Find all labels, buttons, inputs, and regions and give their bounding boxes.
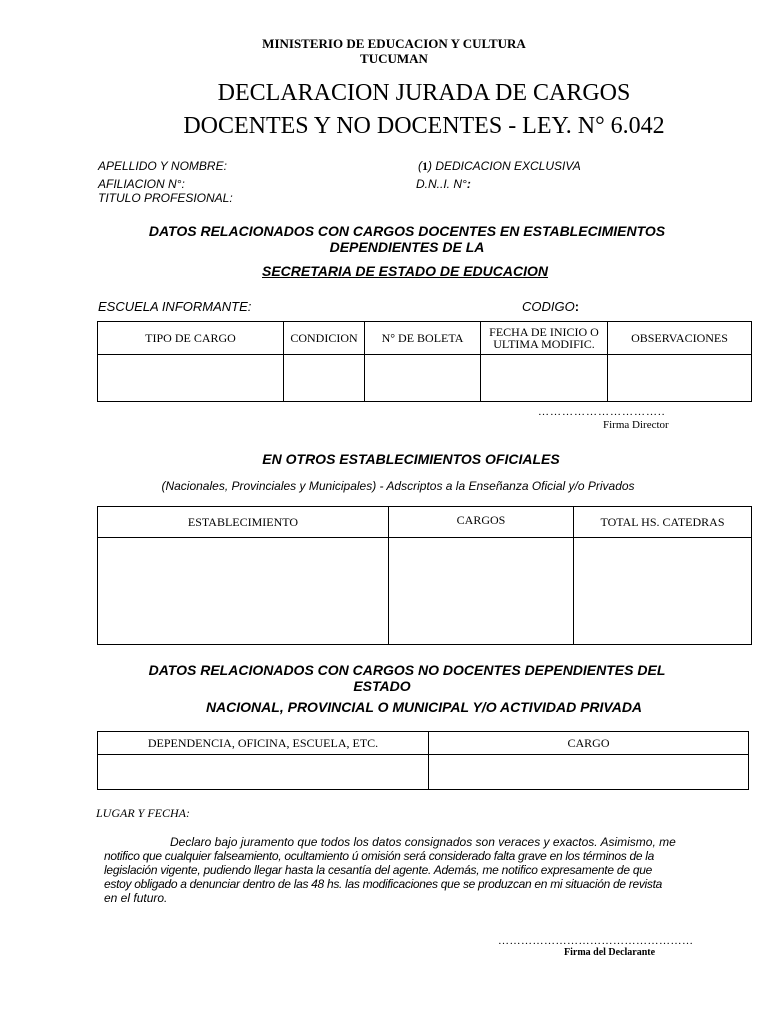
section1-heading-line2: DEPENDIENTES DE LA <box>329 239 485 255</box>
section2-note: (Nacionales, Provinciales y Municipales) - Adscriptos a la Enseñanza Oficial y/o Privados <box>161 479 635 493</box>
apellido-nombre-label: APELLIDO Y NOMBRE: <box>98 159 227 173</box>
section3-heading-line3: NACIONAL, PROVINCIAL O MUNICIPAL Y/O ACTIVIDAD PRIVADA <box>205 699 643 715</box>
dni-field <box>416 177 471 191</box>
numero-boleta-cell[interactable] <box>365 355 481 402</box>
declaration-line-4: estoy obligado a denunciar dentro de las 48 hs. las modificaciones que se produzcan en mi situación de revista <box>104 877 663 891</box>
dedicacion-note-number: 1 <box>422 159 428 173</box>
ministry-name: MINISTERIO DE EDUCACION Y CULTURA <box>262 36 526 51</box>
no-docentes-table-row <box>98 755 749 790</box>
col-dependencia: DEPENDENCIA, OFICINA, ESCUELA, ETC. <box>98 732 429 755</box>
col-cargo: CARGO <box>429 732 749 755</box>
declaration-line-1: Declaro bajo juramento que todos los datos consignados son veraces y exactos. Asimismo, me <box>170 835 676 849</box>
docentes-table-row <box>98 355 752 402</box>
tipo-de-cargo-cell[interactable] <box>98 355 284 402</box>
cargo-cell[interactable] <box>429 755 749 790</box>
declaration-line-2: notifico que cualquier falseamiento, ocultamiento ú omisión será considerado falta grave en los términos de la <box>104 849 654 863</box>
declaration-line-5: en el futuro. <box>104 891 168 905</box>
col-cargos: CARGOS <box>389 507 574 538</box>
declarante-signature-line: …………………………………………… <box>498 935 694 947</box>
escuela-informante-label: ESCUELA INFORMANTE: <box>98 299 252 314</box>
otros-table-row <box>98 538 752 645</box>
director-signature-label: Firma Director <box>603 419 669 431</box>
section2-heading: EN OTROS ESTABLECIMIENTOS OFICIALES <box>262 451 560 467</box>
condicion-cell[interactable] <box>284 355 365 402</box>
codigo-label: CODIGO <box>522 299 575 314</box>
col-numero-boleta: N° DE BOLETA <box>365 322 481 355</box>
total-hs-catedras-cell[interactable] <box>574 538 752 645</box>
section3-heading-line2: ESTADO <box>353 678 411 694</box>
lugar-fecha-label: LUGAR Y FECHA: <box>96 806 190 820</box>
director-signature-line: ………………………….. <box>538 406 666 418</box>
dni-label: D.N..I. N° <box>416 177 467 191</box>
col-total-hs-catedras: TOTAL HS. CATEDRAS <box>574 507 752 538</box>
document-title-line1: DECLARACION JURADA DE CARGOS <box>217 80 631 106</box>
dedicacion-label: ) DEDICACION EXCLUSIVA <box>428 159 581 173</box>
declaration-line-3: legislación vigente, pudiendo llegar hasta la cesantía del agente. Además, me notifico expresamente de que <box>104 863 653 877</box>
docentes-table <box>97 321 752 402</box>
observaciones-cell[interactable] <box>608 355 752 402</box>
establecimiento-cell[interactable] <box>98 538 389 645</box>
afiliacion-label: AFILIACION N°: <box>98 177 185 191</box>
dni-colon: : <box>466 177 471 191</box>
docentes-table-header-row <box>98 322 752 355</box>
otros-table-header-row <box>98 507 752 538</box>
col-condicion: CONDICION <box>284 322 365 355</box>
dependencia-cell[interactable] <box>98 755 429 790</box>
col-fecha-inicio: FECHA DE INICIO O ULTIMA MODIFIC. <box>481 322 608 355</box>
col-tipo-de-cargo: TIPO DE CARGO <box>98 322 284 355</box>
codigo-field <box>522 299 579 314</box>
no-docentes-table-header-row <box>98 732 749 755</box>
province-name: TUCUMAN <box>360 51 428 66</box>
col-observaciones: OBSERVACIONES <box>608 322 752 355</box>
codigo-colon: : <box>574 299 580 314</box>
no-docentes-table <box>97 731 749 790</box>
dedicacion-exclusiva: (1) DEDICACION EXCLUSIVA <box>418 159 581 173</box>
section1-heading-line1: DATOS RELACIONADOS CON CARGOS DOCENTES EN ESTABLECIMIENTOS <box>148 223 666 239</box>
otros-establecimientos-table <box>97 506 752 645</box>
fecha-inicio-cell[interactable] <box>481 355 608 402</box>
document-title-line2: DOCENTES Y NO DOCENTES - LEY. N° 6.042 <box>183 113 665 139</box>
cargos-cell[interactable] <box>389 538 574 645</box>
section3-heading-line1: DATOS RELACIONADOS CON CARGOS NO DOCENTES DEPENDIENTES DEL <box>148 662 666 678</box>
titulo-profesional-label: TITULO PROFESIONAL: <box>98 191 233 205</box>
declarante-signature-label: Firma del Declarante <box>564 947 656 958</box>
section1-subheading: SECRETARIA DE ESTADO DE EDUCACION <box>262 263 548 279</box>
col-establecimiento: ESTABLECIMIENTO <box>98 507 389 538</box>
